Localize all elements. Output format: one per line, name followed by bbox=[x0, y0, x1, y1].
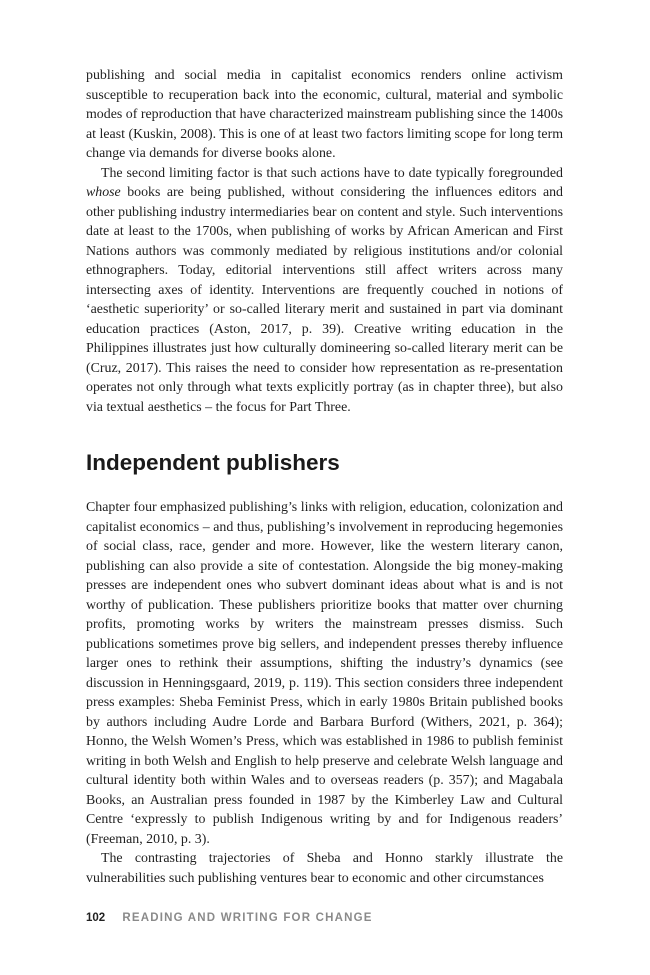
paragraph-second-limiting-factor bbox=[86, 164, 563, 418]
page-body bbox=[86, 66, 563, 888]
page-number: 102 bbox=[86, 912, 106, 924]
paragraph-text: books are being published, without considering the influences editors and other publishing industry intermediaries bear on content and style. Such interventions date at least to the 1700s, when publishing of works by African American and First Nations authors was commonly mediated by religious institutions and/or colonial ethnographers. Today, editorial interventions still affect writers across many intersecting axes of identity. Interventions are frequently couched in notions of ‘aesthetic superiority’ or so-called literary merit and sustained in part via dominant education practices (Aston, 2017, p. 39). Creative writing education in the Philippines illustrates just how culturally domineering so-called literary merit can be (Cruz, 2017). This raises the need to consider how representation as re-presentation operates not only through what texts explicitly portray (as in chapter three), but also via textual aesthetics – the focus for Part Three. bbox=[86, 185, 563, 415]
section-heading: Independent publishers bbox=[86, 450, 340, 475]
paragraph-continued: publishing and social media in capitalist economics renders online activism susceptible to recuperation back into the economic, cultural, material and symbolic modes of reproduction that have characterized mainstream publishing since the 1400s at least (Kuskin, 2008). This is one of at least two factors limiting scope for long term change via demands for diverse books alone. bbox=[86, 68, 563, 161]
paragraph-independent-publishers: Chapter four emphasized publishing’s links with religion, education, colonization and capitalist economics – and thus, publishing’s involvement in reproducing hegemonies of social class, race, gender and more. However, like the western literary canon, publishing can also provide a site of contestation. Alongside the big money-making presses are independent ones who subvert dominant ideas about what is and is not worthy of publication. These publishers prioritize books that matter over churning profits, promoting works by writers the mainstream presses dismiss. Such publications sometimes prove big sellers, and independent presses thereby influence larger ones to rethink their assumptions, shifting the industry’s dynamics (see discussion in Henningsgaard, 2019, p. 119). This section considers three independent press examples: Sheba Feminist Press, which in early 1980s Britain published books by authors including Audre Lorde and Barbara Burford (Withers, 2021, p. 364); Honno, the Welsh Women’s Press, which was established in 1986 to publish feminist writing in both Welsh and English to help preserve and celebrate Welsh language and cultural identity both within Wales and to overseas readers (p. 357); and Magabala Books, an Australian press founded in 1987 by the Kimberley Law and Cultural Centre ‘expressly to publish Indigenous writing by and for Indigenous readers’ (Freeman, 2010, p. 3). bbox=[86, 500, 563, 847]
running-title: READING AND WRITING FOR CHANGE bbox=[122, 912, 373, 924]
page-footer bbox=[86, 912, 373, 924]
paragraph-text: The second limiting factor is that such actions have to date typically foregrounded bbox=[101, 165, 563, 181]
paragraph-contrasting-trajectories: The contrasting trajectories of Sheba and Honno starkly illustrate the vulnerabilities such publishing ventures bear to economic and other circumstances bbox=[86, 851, 563, 886]
emphasis-text: whose bbox=[86, 185, 121, 200]
